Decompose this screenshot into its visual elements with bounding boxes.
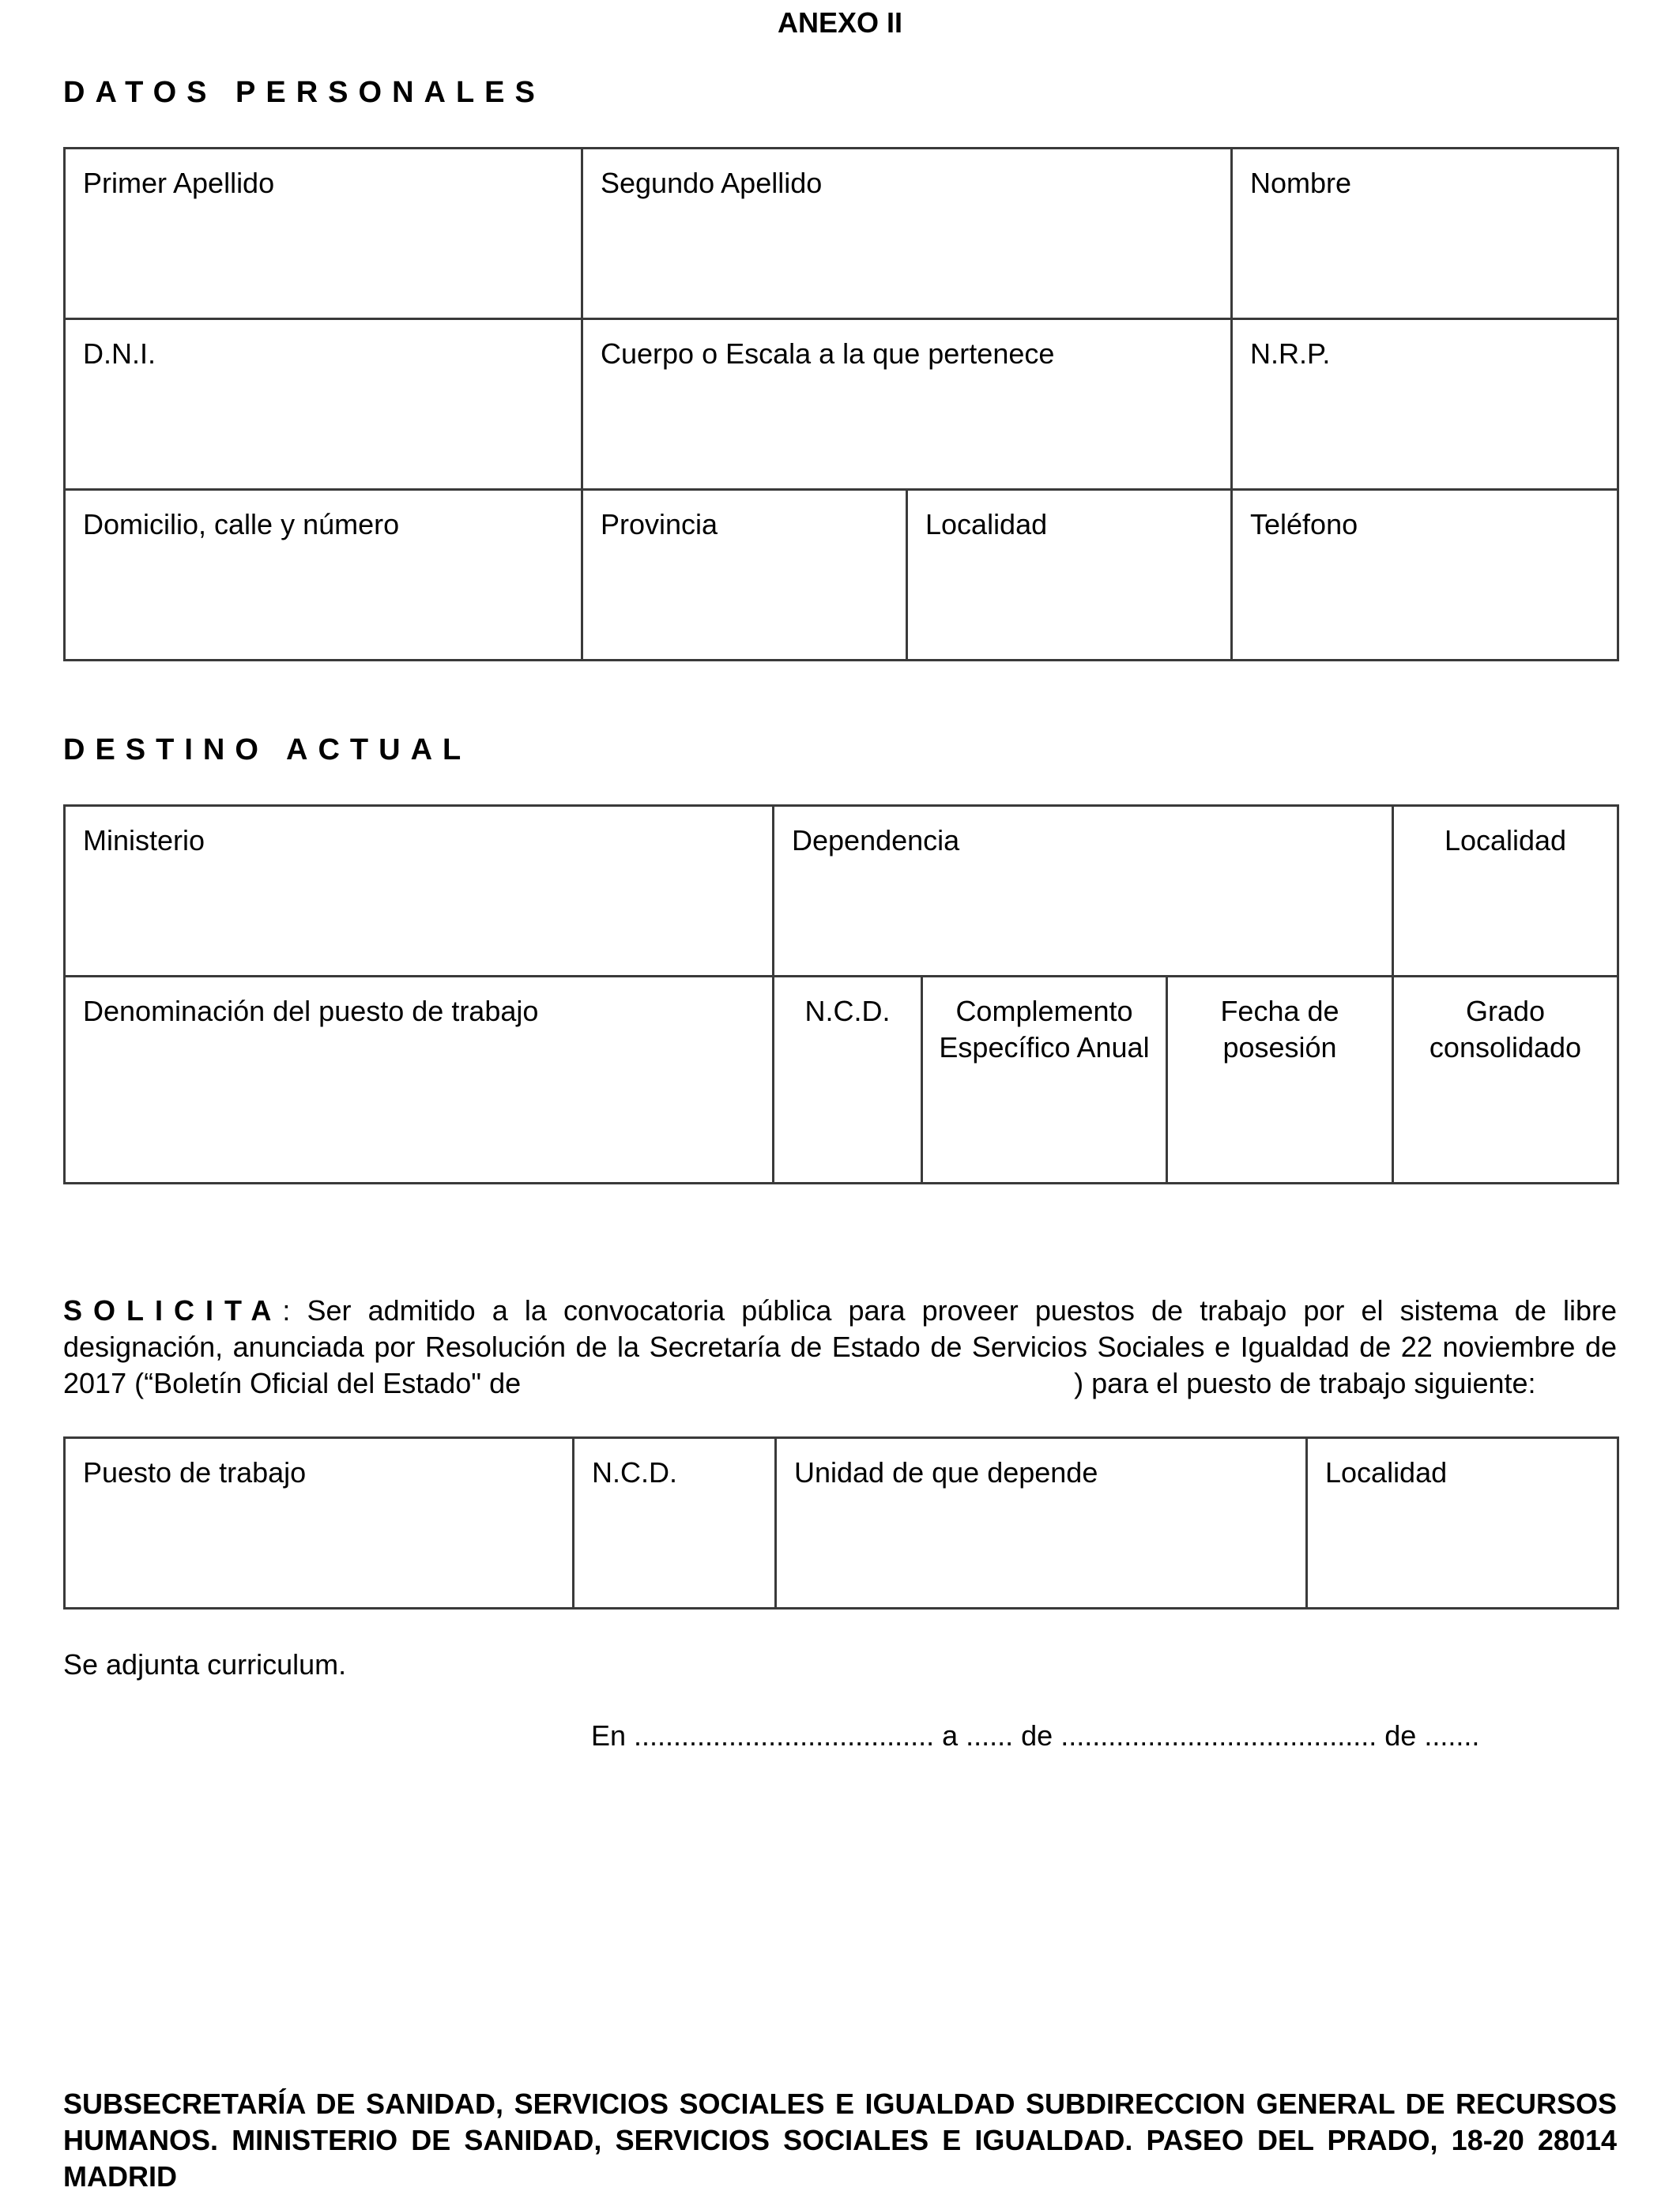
puesto-solicitado-table xyxy=(63,1436,1619,1610)
denominacion-label: Denominación del puesto de trabajo xyxy=(83,995,539,1027)
localidad-field[interactable] xyxy=(907,490,1232,661)
primer-apellido-field[interactable] xyxy=(65,149,582,319)
telefono-label: Teléfono xyxy=(1250,508,1358,540)
domicilio-field[interactable] xyxy=(65,490,582,661)
primer-apellido-label: Primer Apellido xyxy=(83,167,275,199)
localidad-actual-field[interactable] xyxy=(1393,806,1618,977)
datos-personales-heading: DATOS PERSONALES xyxy=(63,76,545,109)
solicita-paragraph xyxy=(63,1293,1617,1402)
localidad-actual-label: Localidad xyxy=(1444,824,1567,857)
fecha-posesion-label: Fecha de posesión xyxy=(1220,995,1339,1064)
ministerio-field[interactable] xyxy=(65,806,774,977)
nombre-label: Nombre xyxy=(1250,167,1352,199)
solicita-text-end: ) para el puesto de trabajo siguiente: xyxy=(1074,1367,1536,1399)
nrp-field[interactable] xyxy=(1232,319,1618,490)
segundo-apellido-label: Segundo Apellido xyxy=(601,167,823,199)
provincia-label: Provincia xyxy=(601,508,718,540)
domicilio-label: Domicilio, calle y número xyxy=(83,508,400,540)
cuerpo-field[interactable] xyxy=(582,319,1232,490)
destino-actual-table xyxy=(63,804,1619,1184)
footer-address: SUBSECRETARÍA DE SANIDAD, SERVICIOS SOCIALES E IGUALDAD SUBDIRECCION GENERAL DE RECURSOS HUMANOS. MINISTERIO DE SANIDAD, SERVICIOS SOCIALES E IGUALDAD. PASEO DEL PRADO, 18-20 28014 MADRID xyxy=(63,2088,1617,2193)
telefono-field[interactable] xyxy=(1232,490,1618,661)
provincia-field[interactable] xyxy=(582,490,907,661)
nrp-label: N.R.P. xyxy=(1250,337,1331,370)
complemento-field[interactable] xyxy=(922,977,1167,1184)
ncd-actual-label: N.C.D. xyxy=(804,995,891,1027)
grado-label: Grado consolidado xyxy=(1429,995,1582,1064)
denominacion-field[interactable] xyxy=(65,977,774,1184)
nombre-field[interactable] xyxy=(1232,149,1618,319)
cuerpo-label: Cuerpo o Escala a la que pertenece xyxy=(601,337,1055,370)
dni-field[interactable] xyxy=(65,319,582,490)
page-title: ANEXO II xyxy=(777,6,903,39)
localidad-solicitado-label: Localidad xyxy=(1325,1456,1448,1489)
adjunta-curriculum: Se adjunta curriculum. xyxy=(63,1648,347,1681)
destino-actual-heading: DESTINO ACTUAL xyxy=(63,733,472,766)
dependencia-label: Dependencia xyxy=(792,824,960,857)
fecha-posesion-field[interactable] xyxy=(1167,977,1393,1184)
ncd-solicitado-field[interactable] xyxy=(574,1438,776,1609)
complemento-label: Complemento Específico Anual xyxy=(939,995,1150,1064)
segundo-apellido-field[interactable] xyxy=(582,149,1232,319)
grado-field[interactable] xyxy=(1393,977,1618,1184)
localidad-label: Localidad xyxy=(925,508,1048,540)
unidad-field[interactable] xyxy=(776,1438,1307,1609)
unidad-label: Unidad de que depende xyxy=(794,1456,1098,1489)
solicita-text: : Ser admitido a la convocatoria pública para proveer puestos de trabajo por el sistema de libre designación, anunciada por Resolución de la Secretaría de Estado de Servicios Sociales e Igualdad de 22 noviembre de 2017 (“Boletín Oficial del Estado" de xyxy=(63,1294,1617,1399)
puesto-field[interactable] xyxy=(65,1438,574,1609)
datos-personales-table xyxy=(63,147,1619,661)
ncd-actual-field[interactable] xyxy=(774,977,922,1184)
puesto-label: Puesto de trabajo xyxy=(83,1456,307,1489)
lugar-fecha-line: En ...................................... a ...... de ........................................ de ....... xyxy=(591,1719,1480,1752)
solicita-label: SOLICITA xyxy=(63,1294,283,1327)
ministerio-label: Ministerio xyxy=(83,824,205,857)
dependencia-field[interactable] xyxy=(774,806,1393,977)
localidad-solicitado-field[interactable] xyxy=(1307,1438,1618,1609)
dni-label: D.N.I. xyxy=(83,337,156,370)
ncd-solicitado-label: N.C.D. xyxy=(592,1456,677,1489)
